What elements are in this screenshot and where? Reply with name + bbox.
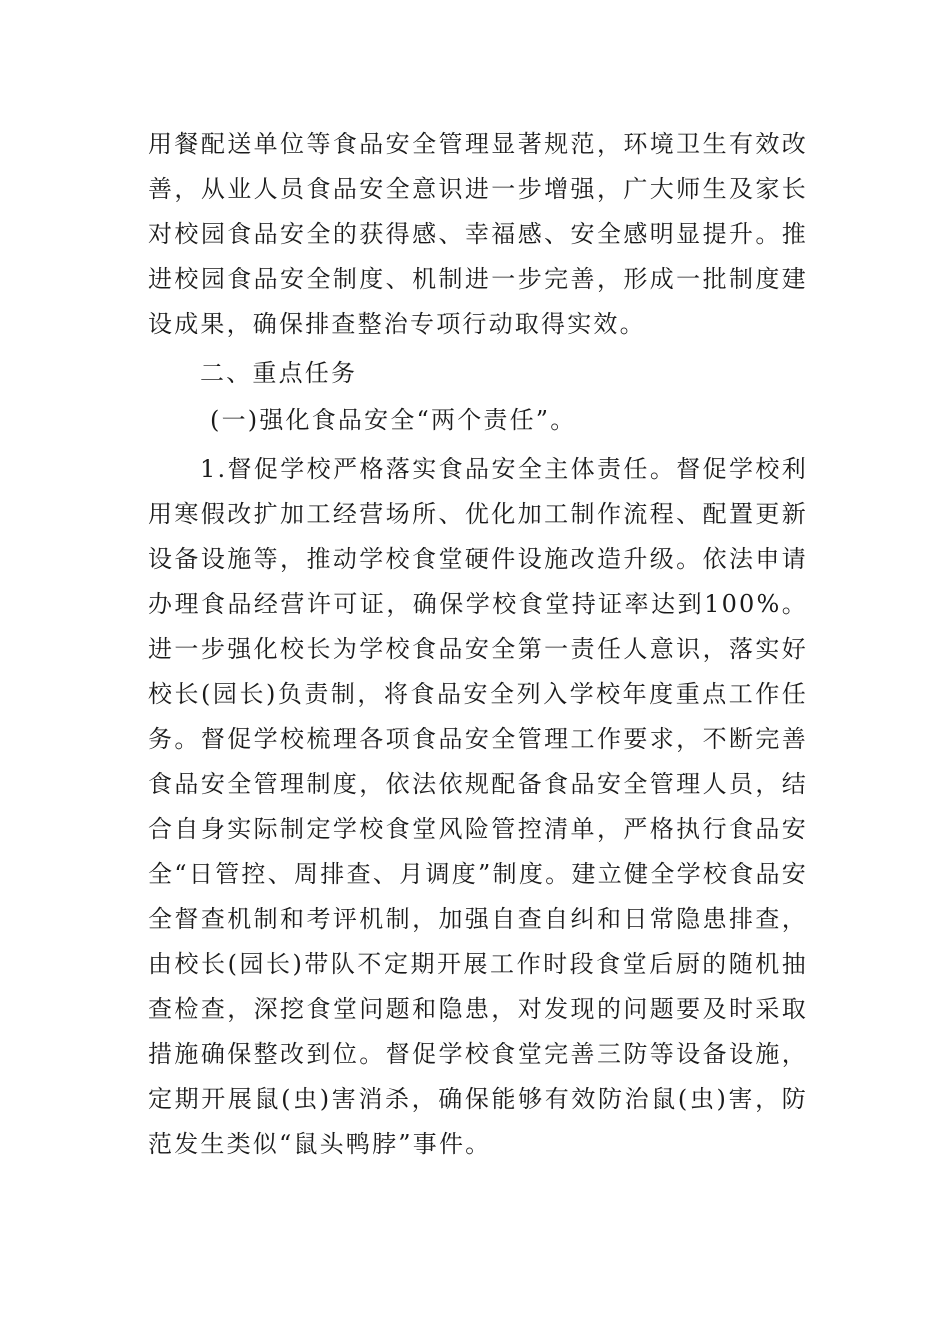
document-body: [148, 122, 808, 1167]
body-paragraph-item-1: 1.督促学校严格落实食品安全主体责任。督促学校利用寒假改扩加工经营场所、优化加工制作流程、配置更新设备设施等，推动学校食堂硬件设施改造升级。依法申请办理食品经营许可证，确保学校食堂持证率达到100%。进一步强化校长为学校食品安全第一责任人意识，落实好校长(园长)负责制，将食品安全列入学校年度重点工作任务。督促学校梳理各项食品安全管理工作要求，不断完善食品安全管理制度，依法依规配备食品安全管理人员，结合自身实际制定学校食堂风险管控清单，严格执行食品安全“日管控、周排查、月调度”制度。建立健全学校食品安全督查机制和考评机制，加强自查自纠和日常隐患排查，由校长(园长)带队不定期开展工作时段食堂后厨的随机抽查检查，深挖食堂问题和隐患，对发现的问题要及时采取措施确保整改到位。督促学校食堂完善三防等设备设施，定期开展鼠(虫)害消杀，确保能够有效防治鼠(虫)害，防范发生类似“鼠头鸭脖”事件。: [148, 455, 808, 1158]
section-heading-key-tasks: 二、重点任务: [200, 359, 358, 387]
subsection-heading-two-responsibilities: (一)强化食品安全“两个责任”。: [210, 406, 577, 434]
body-paragraph-continuation: 用餐配送单位等食品安全管理显著规范，环境卫生有效改善，从业人员食品安全意识进一步增强，广大师生及家长对校园食品安全的获得感、幸福感、安全感明显提升。推进校园食品安全制度、机制进一步完善，形成一批制度建设成果，确保排查整治专项行动取得实效。: [148, 130, 808, 338]
